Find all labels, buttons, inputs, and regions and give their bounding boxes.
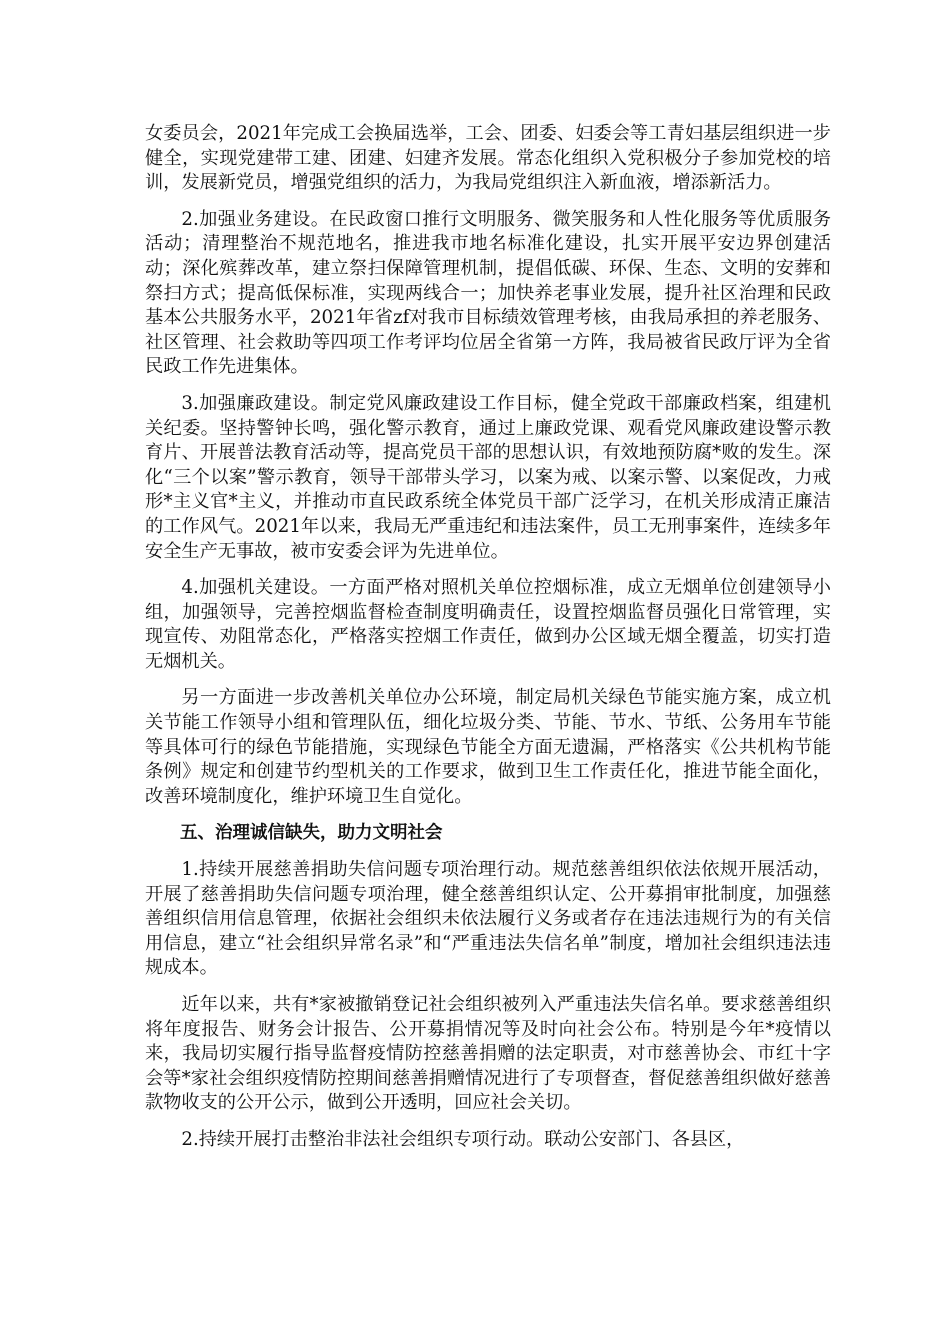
- section-heading: 五、治理诚信缺失，助力文明社会: [180, 823, 443, 844]
- paragraph-integrity-building: 3.加强廉政建设。制定党风廉政建设工作目标，健全党政干部廉政档案，组建机关纪委。坚持警钟长鸣，强化警示教育，通过上廉政党课、观看党风廉政建设警示教育片、开展普法教育活动等，提高党员干部的思想认识，有效地预防腐*败的发生。深化“三个以案”警示教育，领导干部带头学习，以案为戒、以案示警、以案促改，力戒形*主义官*主义，并推动市直民政系统全体党员干部广泛学习，在机关形成清正廉洁的工作风气。2021年以来，我局无严重违纪和违法案件，员工无刑事案件，连续多年安全生产无事故，被市安委会评为先进单位。: [145, 392, 831, 562]
- paragraph-green-office: 另一方面进一步改善机关单位办公环境，制定局机关绿色节能实施方案，成立机关节能工作领导小组和管理队伍，细化垃圾分类、节能、节水、节纸、公务用车节能等具体可行的绿色节能措施，实现绿色节能全方面无遗漏，严格落实《公共机构节能条例》规定和创建节约型机关的工作要求，做到卫生工作责任化，推进节能全面化，改善环境制度化，维护环境卫生自觉化。: [145, 687, 831, 807]
- paragraph-charity-governance: 1.持续开展慈善捐助失信问题专项治理行动。规范慈善组织依法依规开展活动，开展了慈善捐助失信问题专项治理，健全慈善组织认定、公开募捐审批制度，加强慈善组织信用信息管理，依据社会组织未依法履行义务或者存在违法违规行为的有关信用信息，建立“社会组织异常名录”和“严重违法失信名单”制度，增加社会组织违法违规成本。: [145, 859, 831, 979]
- paragraph-office-building: 4.加强机关建设。一方面严格对照机关单位控烟标准，成立无烟单位创建领导小组，加强领导，完善控烟监督检查制度明确责任，设置控烟监督员强化日常管理，实现宣传、劝阻常态化，严格落实控烟工作责任，做到办公区域无烟全覆盖，切实打造无烟机关。: [145, 577, 831, 672]
- document-page: [145, 122, 831, 1165]
- paragraph-business-building: 2.加强业务建设。在民政窗口推行文明服务、微笑服务和人性化服务等优质服务活动；清理整治不规范地名，推进我市地名标准化建设，扎实开展平安边界创建活动；深化殡葬改革，建立祭扫保障管理机制，提倡低碳、环保、生态、文明的安葬和祭扫方式；提高低保标准，实现两线合一；加快养老事业发展，提升社区治理和民政基本公共服务水平，2021年省zf对我市目标绩效管理考核，由我局承担的养老服务、社区管理、社会救助等四项工作考评均位居全省第一方阵，我局被省民政厅评为全省民政工作先进集体。: [145, 208, 831, 378]
- paragraph-blacklist: 近年以来，共有*家被撤销登记社会组织被列入严重违法失信名单。要求慈善组织将年度报告、财务会计报告、公开募捐情况等及时向社会公布。特别是今年*疫情以来，我局切实履行指导监督疫情防控慈善捐赠的法定职责，对市慈善协会、市红十字会等*家社会组织疫情防控期间慈善捐赠情况进行了专项督查，督促慈善组织做好慈善款物收支的公开公示，做到公开透明，回应社会关切。: [145, 994, 831, 1114]
- paragraph-continued: 女委员会，2021年完成工会换届选举，工会、团委、妇委会等工青妇基层组织进一步健全，实现党建带工建、团建、妇建齐发展。常态化组织入党积极分子参加党校的培训，发展新党员，增强党组织的活力，为我局党组织注入新血液，增添新活力。: [145, 123, 831, 194]
- paragraph-illegal-org-crackdown: 2.持续开展打击整治非法社会组织专项行动。联动公安部门、各县区，: [181, 1128, 745, 1150]
